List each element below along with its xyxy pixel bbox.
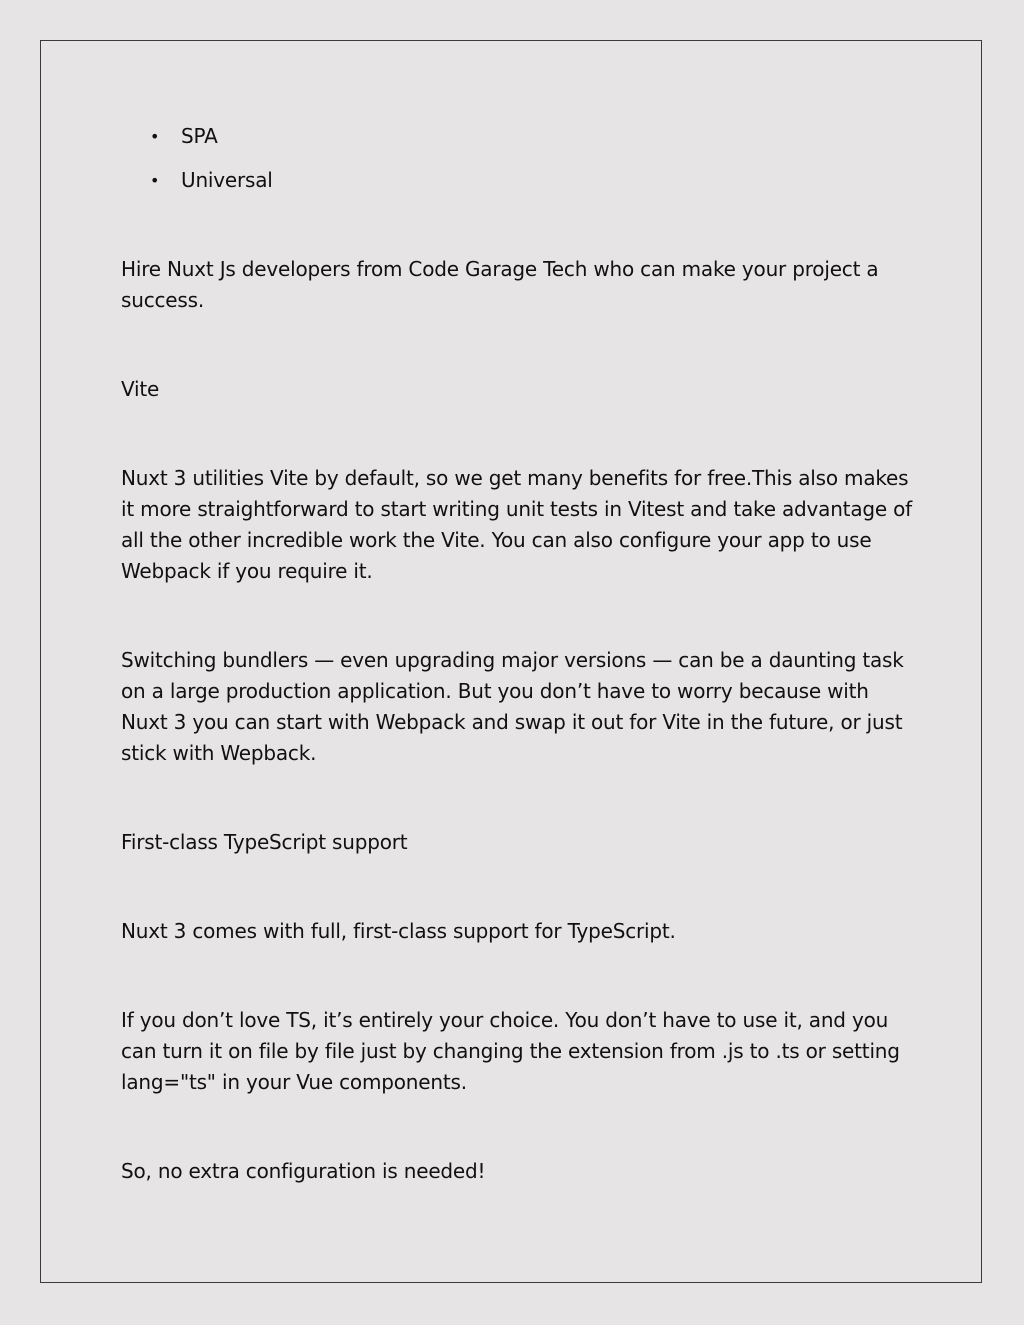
list-item [121,165,921,209]
list-item-text: Universal [181,168,273,192]
bullet-icon: • [150,171,160,190]
heading-typescript: First-class TypeScript support [121,830,408,854]
list-item [121,121,921,165]
bullet-icon: • [150,127,160,146]
paragraph-typescript-choice: If you don’t love TS, it’s entirely your choice. You don’t have to use it, and you can turn it on file by file just by changing the extension from .js to .ts or setting lang="ts" in your Vue components. [121,1008,900,1094]
paragraph-hire: Hire Nuxt Js developers from Code Garage Tech who can make your project a success. [121,257,879,312]
paragraph-vite: Nuxt 3 utilities Vite by default, so we get many benefits for free.This also makes it more straightforward to start writing unit tests in Vitest and take advantage of all the other incredible work the Vite. You can also configure your app to use Webpack if you require it. [121,466,913,583]
document-page [40,40,982,1283]
heading-vite: Vite [121,377,160,401]
paragraph-no-config: So, no extra configuration is needed! [121,1159,486,1183]
paragraph-typescript-support: Nuxt 3 comes with full, first-class support for TypeScript. [121,919,676,943]
list-item-text: SPA [181,124,218,148]
page-content [121,121,921,1187]
bullet-list [121,121,921,209]
paragraph-bundlers: Switching bundlers — even upgrading major versions — can be a daunting task on a large production application. But you don’t have to worry because with Nuxt 3 you can start with Webpack and swap it out for Vite in the future, or just stick with Wepback. [121,648,904,765]
